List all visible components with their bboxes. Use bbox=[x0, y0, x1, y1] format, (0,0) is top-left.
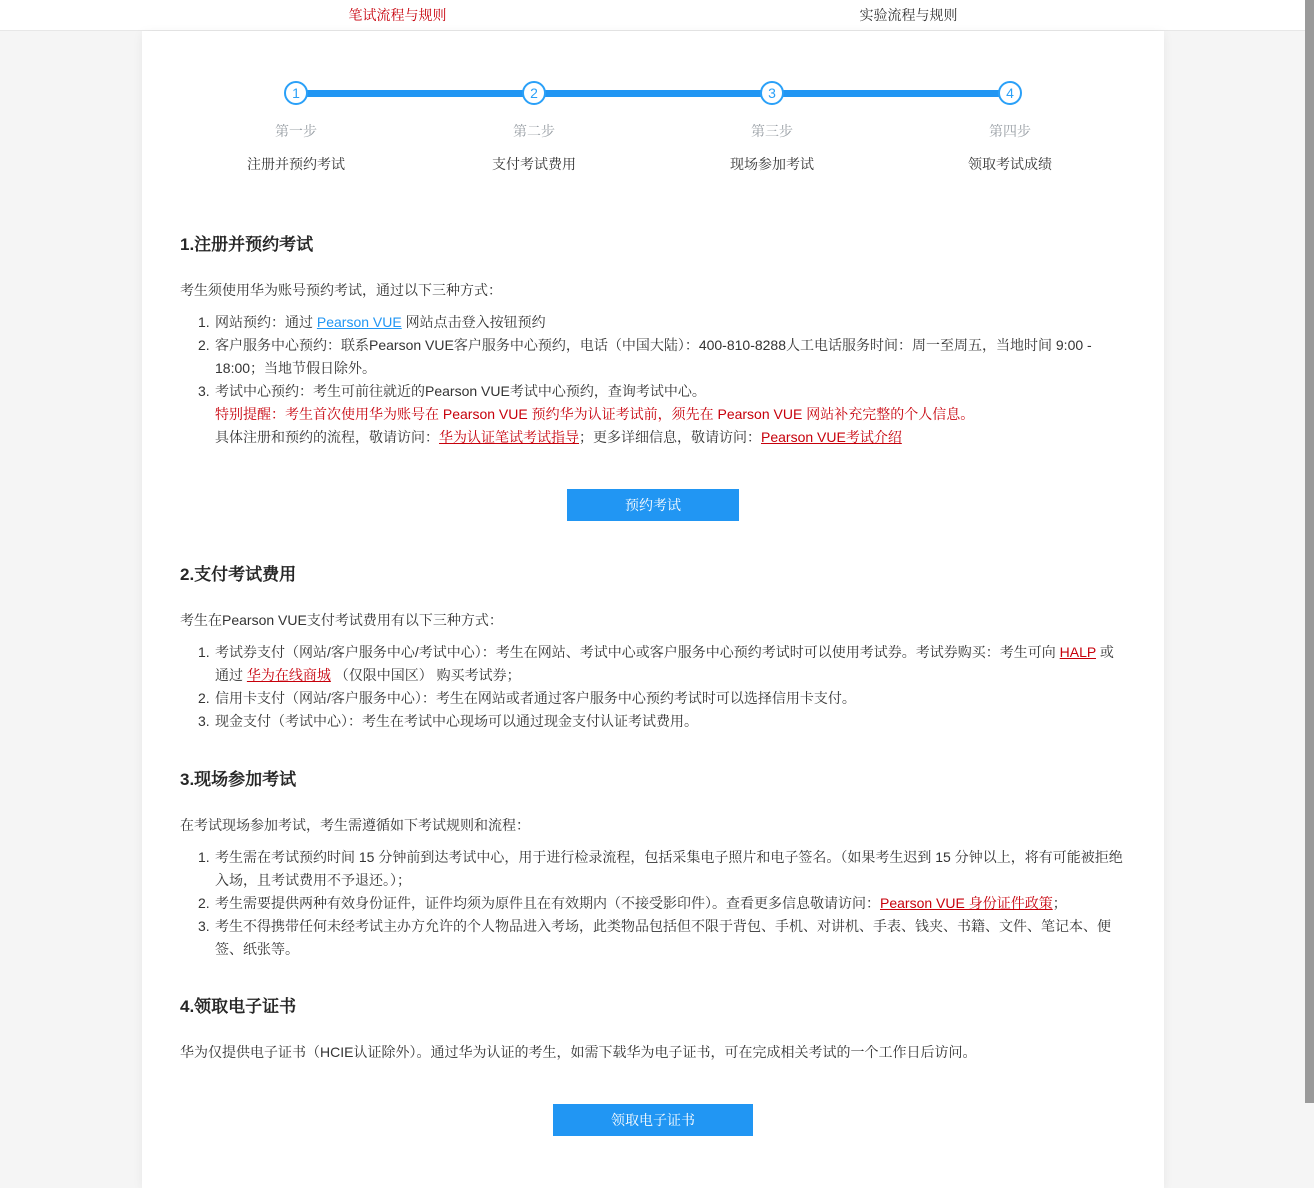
list-item bbox=[198, 710, 1126, 733]
step-3-circle: 3 bbox=[760, 81, 784, 105]
pearson-vue-intro-link[interactable]: Pearson VUE考试介绍 bbox=[761, 429, 902, 445]
step-2-sublabel: 第二步 bbox=[513, 123, 555, 139]
text-segment: 考生需在考试预约时间 15 分钟前到达考试中心，用于进行检录流程，包括采集电子照片和电子签名。（如果考生迟到 15 分钟以上，将有可能被拒绝入场，且考试费用不予退还。）； bbox=[215, 849, 1123, 888]
text-segment: 考生需要提供两种有效身份证件，证件均须为原件且在有效期内（不接受影印件）。查看更多信息敬请访问： bbox=[215, 895, 880, 911]
id-policy-link[interactable]: Pearson VUE 身份证件政策 bbox=[880, 895, 1053, 911]
text-segment: 网站预约：通过 bbox=[215, 314, 317, 330]
step-1-circle: 1 bbox=[284, 81, 308, 105]
vertical-scrollbar[interactable] bbox=[1305, 0, 1314, 1103]
step-4-sublabel: 第四步 bbox=[989, 123, 1031, 139]
list-item bbox=[198, 380, 1126, 403]
section-get-e-certificate bbox=[180, 992, 1126, 1136]
list-item bbox=[198, 892, 1126, 915]
list-item bbox=[198, 846, 1126, 892]
book-exam-button[interactable]: 预约考试 bbox=[567, 489, 739, 521]
registration-guide-line bbox=[215, 426, 1126, 449]
text-segment: 考试券支付（网站/客户服务中心/考试中心）：考生在网站、考试中心或客户服务中心预约考试时可以使用考试券。考试券购买：考生可向 bbox=[215, 644, 1060, 660]
step-1-title: 注册并预约考试 bbox=[247, 156, 345, 172]
step-2-title: 支付考试费用 bbox=[492, 156, 576, 172]
tab-written-exam-rules[interactable]: 笔试流程与规则 bbox=[348, 7, 447, 23]
section-3-heading: 3.现场参加考试 bbox=[180, 770, 297, 789]
section-2-heading: 2.支付考试费用 bbox=[180, 565, 297, 584]
section-take-exam-onsite bbox=[180, 765, 1126, 961]
text-segment: 考生不得携带任何未经考试主办方允许的个人物品进入考场，此类物品包括但不限于背包、手机、对讲机、手表、钱夹、书籍、文件、笔记本、便签、纸张等。 bbox=[215, 918, 1111, 957]
text-segment: 信用卡支付（网站/客户服务中心）：考生在网站或者通过客户服务中心预约考试时可以选择信用卡支付。 bbox=[215, 690, 856, 706]
list-number: 1. bbox=[198, 314, 210, 330]
list-number: 3. bbox=[198, 918, 210, 934]
text-segment: （仅限中国区） 购买考试券； bbox=[330, 667, 521, 683]
section-pay-exam-fee bbox=[180, 560, 1126, 733]
text-segment: 具体注册和预约的流程，敬请访问： bbox=[215, 429, 439, 445]
list-number: 1. bbox=[198, 644, 210, 660]
list-item bbox=[198, 311, 1126, 334]
section-2-intro: 考生在Pearson VUE支付考试费用有以下三种方式： bbox=[180, 612, 503, 628]
list-number: 3. bbox=[198, 713, 210, 729]
section-3-intro: 在考试现场参加考试，考生需遵循如下考试规则和流程： bbox=[180, 817, 530, 833]
text-segment: 考试中心预约：考生可前往就近的Pearson VUE考试中心预约，查询考试中心。 bbox=[215, 383, 706, 399]
step-1 bbox=[177, 81, 415, 174]
list-item bbox=[198, 915, 1126, 961]
text-segment: ；更多详细信息，敬请访问： bbox=[579, 429, 761, 445]
text-segment: 或通过 bbox=[215, 644, 1114, 683]
text-segment: 客户服务中心预约：联系Pearson VUE客户服务中心预约，电话（中国大陆）：400-810-8288人工电话服务时间：周一至周五，当地时间 9:00 - 18:00；当地节假日除外。 bbox=[215, 337, 1092, 376]
step-4 bbox=[891, 81, 1129, 174]
section-4-heading: 4.领取电子证书 bbox=[180, 997, 297, 1016]
list-number: 2. bbox=[198, 337, 210, 353]
list-number: 2. bbox=[198, 895, 210, 911]
list-number: 3. bbox=[198, 383, 210, 399]
tab-lab-exam-rules[interactable]: 实验流程与规则 bbox=[859, 7, 958, 23]
top-tab-bar bbox=[0, 0, 1314, 31]
section-register-and-book bbox=[180, 230, 1126, 521]
step-4-title: 领取考试成绩 bbox=[968, 156, 1052, 172]
step-2-circle: 2 bbox=[522, 81, 546, 105]
pearson-vue-link[interactable]: Pearson VUE bbox=[316, 314, 402, 330]
step-3-title: 现场参加考试 bbox=[730, 156, 814, 172]
exam-steps-stepper bbox=[142, 31, 1164, 174]
list-item bbox=[198, 687, 1126, 710]
step-3-sublabel: 第三步 bbox=[751, 123, 793, 139]
list-item bbox=[198, 641, 1126, 687]
step-2 bbox=[415, 81, 653, 174]
section-4-intro: 华为仅提供电子证书（HCIE认证除外）。通过华为认证的考生，如需下载华为电子证书，可在完成相关考试的一个工作日后访问。 bbox=[180, 1044, 977, 1060]
special-reminder-text: 特别提醒：考生首次使用华为账号在 Pearson VUE 预约华为认证考试前，须先在 Pearson VUE 网站补充完整的个人信息。 bbox=[215, 406, 975, 422]
list-item bbox=[198, 334, 1126, 380]
list-number: 1. bbox=[198, 849, 210, 865]
huawei-online-store-link[interactable]: 华为在线商城 bbox=[246, 667, 331, 683]
get-certificate-button[interactable]: 领取电子证书 bbox=[553, 1104, 753, 1136]
list-number: 2. bbox=[198, 690, 210, 706]
text-segment: 网站点击登入按钮预约 bbox=[401, 314, 546, 330]
step-4-circle: 4 bbox=[998, 81, 1022, 105]
section-1-heading: 1.注册并预约考试 bbox=[180, 235, 314, 254]
written-exam-guide-link[interactable]: 华为认证笔试考试指导 bbox=[439, 429, 579, 445]
text-segment: ； bbox=[1052, 895, 1067, 911]
halp-link[interactable]: HALP bbox=[1059, 644, 1096, 660]
step-1-sublabel: 第一步 bbox=[275, 123, 317, 139]
step-3 bbox=[653, 81, 891, 174]
section-1-intro: 考生须使用华为账号预约考试，通过以下三种方式： bbox=[180, 282, 502, 298]
text-segment: 现金支付（考试中心）：考生在考试中心现场可以通过现金支付认证考试费用。 bbox=[215, 713, 698, 729]
content-card bbox=[142, 31, 1164, 1188]
